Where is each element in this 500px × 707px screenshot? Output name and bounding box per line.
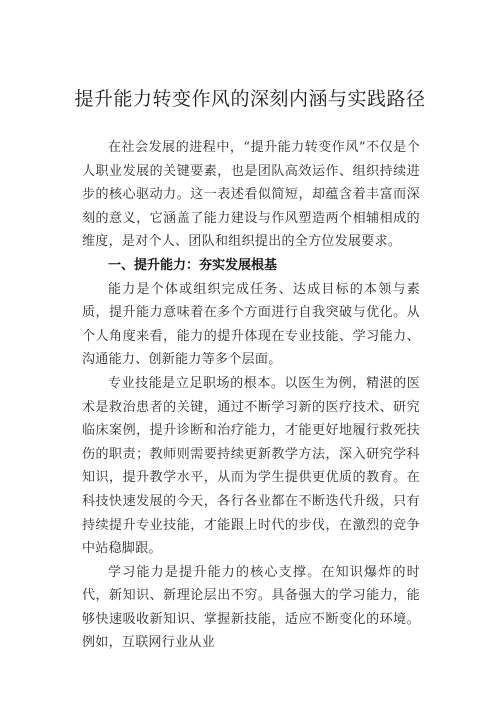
- document-body: [82, 136, 420, 655]
- body-paragraph: 学习能力是提升能力的核心支撑。在知识爆炸的时代，新知识、新理论层出不穷。具备强大的学习能力，能够快速吸收新知识、掌握新技能，适应不断变化的环境。例如，互联网行业从业: [82, 564, 420, 651]
- intro-paragraph: 在社会发展的进程中，“提升能力转变作风”不仅是个人职业发展的关键要素，也是团队高效运作、组织持续进步的核心驱动力。这一表述看似简短，却蕴含着丰富而深刻的意义，它涵盖了能力建设与作风塑造两个相辅相成的维度，是对个人、团队和组织提出的全方位发展要求。: [82, 140, 420, 250]
- document-title: 提升能力转变作风的深刻内涵与实践路径: [74, 88, 426, 110]
- body-paragraph: 专业技能是立足职场的根本。以医生为例，精湛的医术是救治患者的关键，通过不断学习新的医疗技术、研究临床案例，提升诊断和治疗能力，才能更好地履行救死扶伤的职责；教师则需要持续更新教学方法，深入研究学科知识，提升教学水平，从而为学生提供更优质的教育。在科技快速发展的今天，各行各业都在不断迭代升级，只有持续提升专业技能，才能跟上时代的步伐，在激烈的竞争中站稳脚跟。: [82, 375, 420, 557]
- body-paragraph: 能力是个体或组织完成任务、达成目标的本领与素质，提升能力意味着在多个方面进行自我突破与优化。从个人角度来看，能力的提升体现在专业技能、学习能力、沟通能力、创新能力等多个层面。: [82, 281, 420, 368]
- section-heading: 一、提升能力：夯实发展根基: [108, 257, 278, 273]
